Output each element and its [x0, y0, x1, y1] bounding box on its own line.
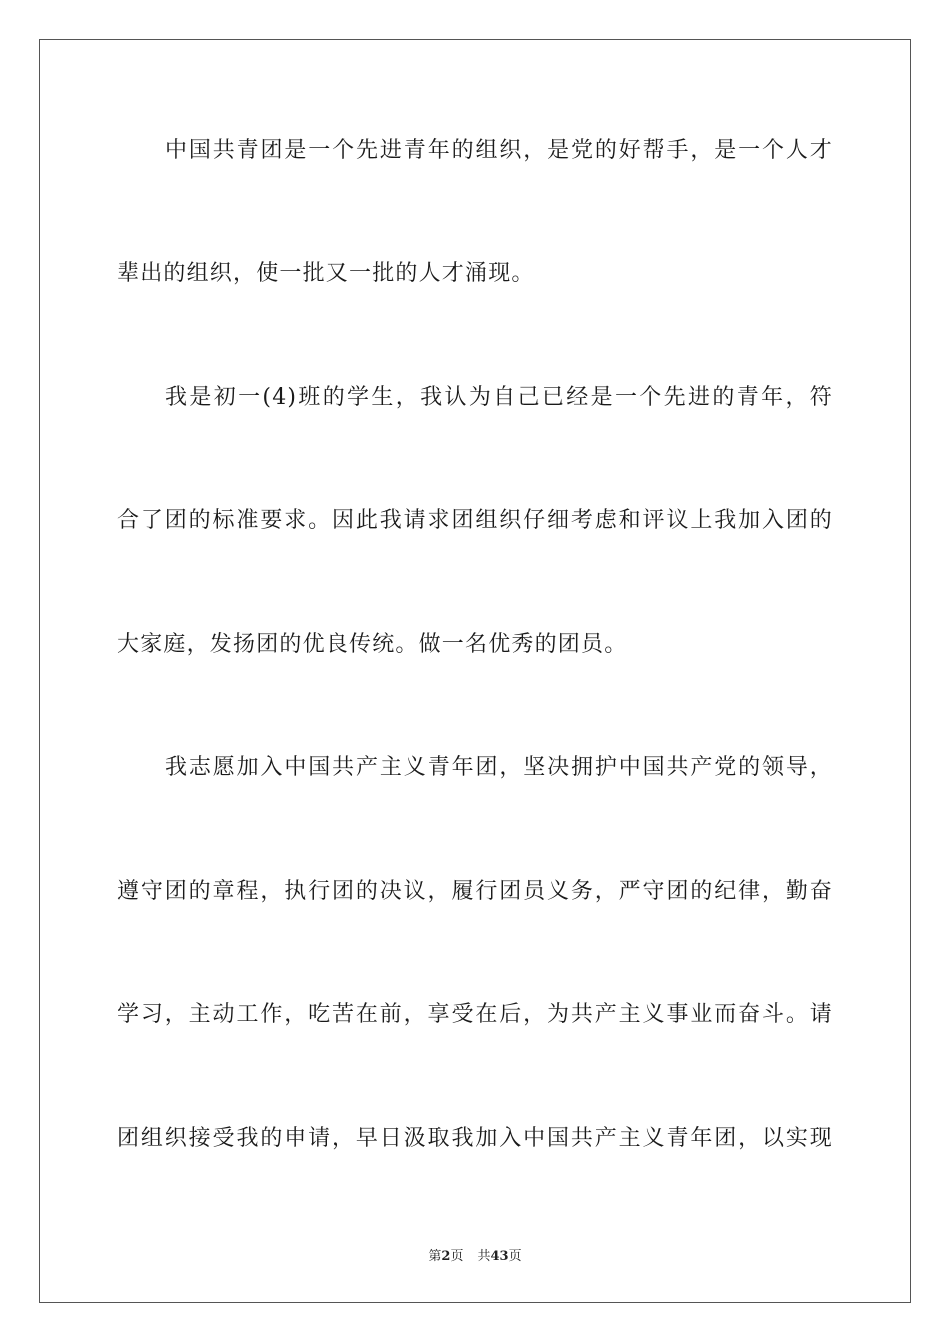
paragraph-2-line-1: 我是初一(4)班的学生，我认为自己已经是一个先进的青年，符: [165, 385, 833, 410]
paragraph-1-line-1: 中国共青团是一个先进青年的组织，是党的好帮手，是一个人才: [165, 138, 833, 163]
page-prefix: 第: [428, 1249, 442, 1264]
paragraph-3-line-1: 我志愿加入中国共产主义青年团，坚决拥护中国共产党的领导，: [165, 755, 833, 780]
total-suffix: 页: [508, 1249, 522, 1264]
paragraph-3-line-3: 学习，主动工作，吃苦在前，享受在后，为共产主义事业而奋斗。请: [117, 1002, 833, 1027]
page-number: 2: [441, 1249, 451, 1264]
total-prefix: 共: [477, 1249, 491, 1264]
paragraph-1-line-2: 辈出的组织，使一批又一批的人才涌现。: [117, 261, 535, 286]
page-suffix: 页: [450, 1249, 464, 1264]
paragraph-3-line-4: 团组织接受我的申请，早日汲取我加入中国共产主义青年团，以实现: [117, 1126, 833, 1151]
paragraph-2-line-2: 合了团的标准要求。因此我请求团组织仔细考虑和评议上我加入团的: [117, 508, 833, 533]
total-pages: 43: [490, 1249, 509, 1264]
paragraph-2-line-3: 大家庭，发扬团的优良传统。做一名优秀的团员。: [117, 632, 628, 657]
paragraph-3-line-2: 遵守团的章程，执行团的决议，履行团员义务，严守团的纪律，勤奋: [117, 879, 833, 904]
page-frame: [39, 39, 911, 1303]
page-footer: [0, 1245, 950, 1264]
